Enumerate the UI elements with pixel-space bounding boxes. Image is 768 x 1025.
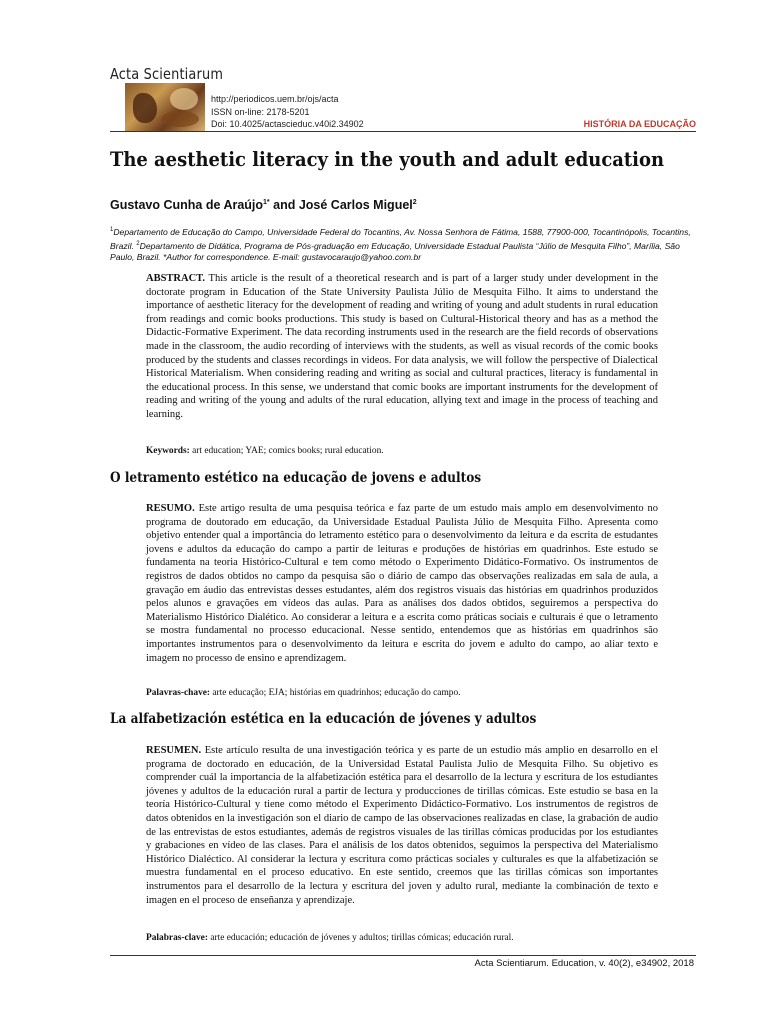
- author-line: [110, 198, 417, 212]
- abstract-text: This article is the result of a theoretical research and is part of a larger study under development in the doctorate program in Education of the State University Paulista Júlio de Mesquita Filho. It aims to understand the importance of aesthetic literacy for the development of reading and writing of young and adult students in rural education from readings and comic books productions. This study is based on Cultural-Historical theory and has as a method the Didactic-Formative Experiment. The data recording instruments used in the research are the field records of observations made in the classroom, the audio recording of interviews with the students, as well as visual records of the comic books produced by the students and classes recordings in videos. For data analysis, we will follow the perspective of Dialectical Historical Materialism. When considering reading and writing as social and cultural practices, literacy is fundamental in the educational process. In this sense, we understand that comic books are important instruments for the development of reading and writing of the young and adults of the rural education, allying text and image in the process of teaching and learning.: [146, 273, 658, 420]
- resumen-text: Este artículo resulta de una investigación teórica y es parte de un estudio más amplio en desarrollo en el programa de doctorado en educación, de la Universidad Estatal Paulista Julio de Mesquita Filho. Su objetivo es comprender cuál la importancia de la alfabetización estética para el desarrollo de la lectura y escritura de los estudiantes jóvenes y adultos de la educación rural a partir de lectura y producciones de tirillas cómicas. Este estudio se basa en la teoría Histórico-Cultural y tiene como método el Experimento Didáctico-Formativo. Los instrumentos de registros de datos obtenidos en la investigación son el diario de campo de las observaciones realizadas en clase, la grabación de audio de las entrevistas de estos estudiantes, además de registros visuales de las tirillas cómicas producidas por los estudiantes y grabaciones en vídeo de las clases. Para el análisis de los datos obtenidos, seguimos la perspectiva del Materialismo Histórico Dialéctico. Al considerar la lectura y escritura como prácticas sociales y culturales es que la alfabetización se muestra fundamental en el proceso educativo. En este sentido, creemos que las tirillas cómicas son importantes instrumentos para el desarrollo de la lectura y escritura del joven y adulto rural, mediante la combinación de texto e imagen en el proceso de enseñanza y aprendizaje.: [146, 745, 658, 906]
- abstract-portuguese: [146, 502, 658, 665]
- author-2: José Carlos Miguel: [298, 198, 413, 212]
- abstract-english: [146, 272, 658, 422]
- affiliation-1-marker: 1: [110, 227, 114, 233]
- keywords-spanish: [146, 933, 666, 943]
- author-2-marker: 2: [412, 198, 417, 206]
- journal-logo-image: [125, 83, 205, 131]
- footer-divider: [110, 955, 696, 956]
- palavras-chave-text: arte educação; EJA; histórias em quadrinhos; educação do campo.: [210, 688, 461, 698]
- resumo-text: Este artigo resulta de uma pesquisa teórica e faz parte de um estudo mais amplo em desenvolvimento no programa de doutorado em educação, da Universidade Estadual Paulista Júlio de Mesquita Filho. Apresenta como objetivo entender qual a importância do letramento estético para o desenvolvimento da leitura e da escrita de estudantes jovens e adultos da educação do campo a partir de leituras e produções de histórias em quadrinhos. Este estudo se fundamenta na teoria Histórico-Cultural e tem como método o Experimento Didático-Formativo. Os instrumentos de registros de dados obtidos no campo da pesquisa são o diário de campo das observações realizadas em sala de aula, a gravação em áudio das entrevistas desses estudantes, além dos registros visuais das histórias em quadrinhos produzidos pelos alunos e gravações em vídeos das aulas. Para as análises dos dados obtidos, seguiremos a perspectiva do Materialismo Histórico Dialético. Ao considerar a leitura e a escrita como práticas sociais e culturais é que o letramento se mostra fundamental no processo educacional. Nesse sentido, entendemos que as histórias em quadrinhos são importantes instrumentos para o desenvolvimento da leitura e escrita do jovem e adulto do campo, ao aliar texto e imagem no processo de ensino e aprendizagem.: [146, 503, 658, 664]
- affiliations: [110, 225, 698, 264]
- page-footer: Acta Scientiarum. Education, v. 40(2), e34902, 2018: [474, 958, 694, 969]
- keywords-text: art education; YAE; comics books; rural education.: [189, 446, 384, 456]
- author-1-marker: 1*: [263, 198, 270, 206]
- palavras-chave-label: Palavras-chave:: [146, 688, 211, 698]
- affiliation-2-marker: 2: [136, 240, 140, 247]
- paper-title: The aesthetic literacy in the youth and adult education: [110, 148, 664, 171]
- affiliation-2: Departamento de Didática, Programa de Pós-graduação em Educação, Universidade Estadual Paulista “Júlio de Mesquita Filho”, Marília, São Paulo, Brazil. *Author for correspondence. E-mail: gustavocaraujo@yahoo.com.br: [110, 240, 680, 263]
- palabras-clave-label: Palabras-clave:: [146, 933, 208, 943]
- keywords-label: Keywords:: [146, 446, 190, 456]
- author-separator: and: [269, 198, 299, 212]
- journal-name: Acta Scientiarum: [110, 65, 224, 83]
- abstract-spanish: [146, 744, 658, 907]
- journal-url[interactable]: http://periodicos.uem.br/ojs/acta: [211, 94, 339, 104]
- section-title-portuguese: O letramento estético na educação de jovens e adultos: [110, 470, 482, 486]
- resumen-label: RESUMEN.: [146, 745, 202, 756]
- author-1: Gustavo Cunha de Araújo: [110, 198, 264, 212]
- header-divider: [110, 131, 696, 132]
- affiliation-1: Departamento de Educação do Campo, Universidade Federal do Tocantins, Av. Nossa Senhora de Fátima, 1588, 77900-000, Tocantinópolis, Tocantins, Brazil.: [110, 226, 691, 251]
- journal-doi: Doi: 10.4025/actascieduc.v40i2.34902: [211, 119, 364, 129]
- keywords-portuguese: [146, 688, 666, 698]
- resumo-label: RESUMO.: [146, 503, 195, 514]
- abstract-label: ABSTRACT.: [146, 273, 206, 284]
- journal-issn: ISSN on-line: 2178-5201: [211, 107, 310, 117]
- keywords-english: [146, 446, 666, 456]
- section-title-spanish: La alfabetización estética en la educación de jóvenes y adultos: [110, 711, 537, 727]
- section-label: HISTÓRIA DA EDUCAÇÃO: [583, 119, 696, 129]
- palabras-clave-text: arte educación; educación de jóvenes y adultos; tirillas cómicas; educación rural.: [207, 933, 514, 943]
